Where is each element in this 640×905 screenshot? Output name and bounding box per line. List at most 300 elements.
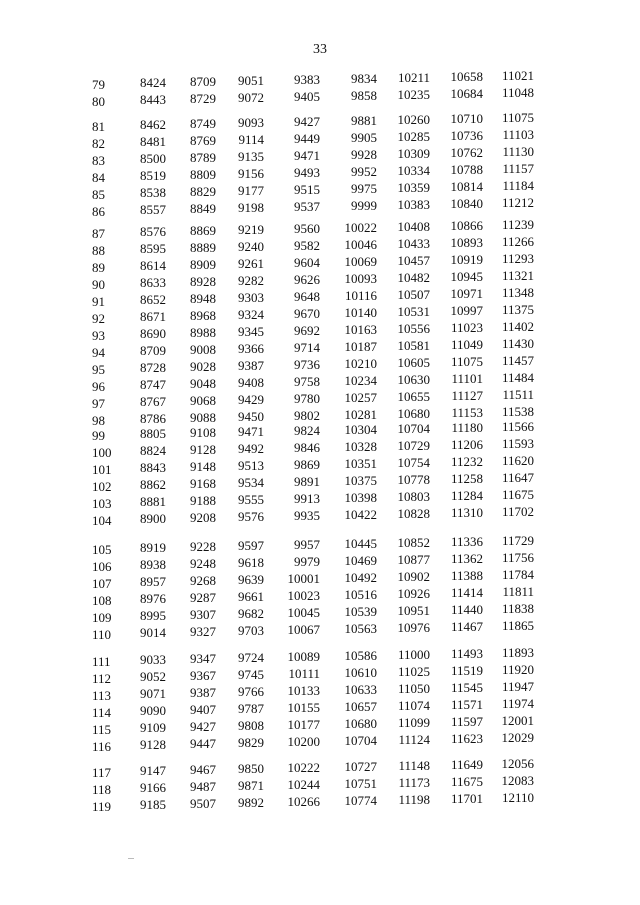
table-cell: 9957	[294, 537, 320, 552]
table-cell: 11321	[501, 268, 534, 283]
table-cell: 8900	[140, 511, 166, 526]
table-cell: 9515	[294, 182, 320, 197]
table-cell: 9492	[238, 441, 264, 456]
table-cell: 9858	[351, 88, 377, 103]
table-cell: 10093	[344, 271, 377, 286]
table-cell: 11511	[502, 387, 534, 402]
table-cell: 9168	[190, 476, 216, 491]
table-cell: 8749	[190, 116, 216, 131]
table-cell: 11206	[450, 437, 483, 452]
table-cell: 10457	[397, 253, 430, 268]
table-cell: 9824	[294, 423, 320, 438]
table-cell: 8690	[140, 326, 166, 341]
table-cell: 11310	[450, 505, 483, 520]
row-index: 108	[92, 593, 112, 608]
table-cell: 11148	[398, 758, 430, 773]
table-cell: 9626	[294, 272, 320, 287]
table-cell: 9156	[238, 166, 264, 181]
table-cell: 9487	[190, 779, 216, 794]
table-cell: 9891	[294, 474, 320, 489]
table-cell: 8633	[140, 275, 166, 290]
table-cell: 11701	[450, 791, 483, 806]
table-cell: 10610	[344, 665, 377, 680]
table-cell: 11048	[501, 85, 534, 100]
table-cell: 9383	[294, 72, 320, 87]
table-cell: 10163	[344, 322, 377, 337]
table-cell: 9072	[238, 90, 264, 105]
table-cell: 9261	[238, 256, 264, 271]
table-cell: 11050	[397, 681, 430, 696]
table-cell: 12083	[501, 773, 534, 788]
table-cell: 9387	[238, 358, 264, 373]
table-cell: 9979	[294, 554, 320, 569]
table-cell: 10704	[397, 421, 430, 436]
table-cell: 9450	[238, 409, 264, 424]
table-cell: 9534	[238, 475, 264, 490]
table-cell: 11124	[398, 732, 430, 747]
table-cell: 11402	[501, 319, 534, 334]
table-cell: 10281	[344, 407, 377, 422]
table-cell: 10951	[397, 603, 430, 618]
table-cell: 10285	[397, 129, 430, 144]
table-cell: 9048	[190, 376, 216, 391]
table-cell: 10814	[450, 179, 483, 194]
table-cell: 11000	[397, 647, 430, 662]
table-cell: 8729	[190, 91, 216, 106]
table-cell: 9507	[190, 796, 216, 811]
table-cell: 8481	[140, 134, 166, 149]
table-cell: 8443	[140, 92, 166, 107]
table-cell: 10067	[287, 622, 320, 637]
table-cell: 9128	[140, 737, 166, 752]
table-cell: 9871	[238, 778, 264, 793]
table-cell: 9303	[238, 290, 264, 305]
table-cell: 9493	[294, 165, 320, 180]
table-cell: 9052	[140, 669, 166, 684]
table-cell: 9327	[190, 624, 216, 639]
table-cell: 10304	[344, 422, 377, 437]
table-cell: 10902	[397, 569, 430, 584]
table-cell: 11675	[501, 487, 534, 502]
table-cell: 10945	[450, 269, 483, 284]
table-cell: 11484	[501, 370, 534, 385]
table-cell: 10893	[450, 235, 483, 250]
table-cell: 8948	[190, 291, 216, 306]
table-cell: 9387	[190, 685, 216, 700]
table-cell: 11101	[451, 371, 483, 386]
table-cell: 10586	[344, 648, 377, 663]
table-cell: 9639	[238, 572, 264, 587]
table-cell: 11623	[450, 731, 483, 746]
table-cell: 9869	[294, 457, 320, 472]
table-cell: 10433	[397, 236, 430, 251]
table-cell: 10736	[450, 128, 483, 143]
table-cell: 10976	[397, 620, 430, 635]
table-cell: 12001	[501, 713, 534, 728]
table-cell: 8786	[140, 411, 166, 426]
table-cell: 11865	[501, 618, 534, 633]
table-cell: 9345	[238, 324, 264, 339]
table-cell: 9537	[294, 199, 320, 214]
table-cell: 9208	[190, 510, 216, 525]
table-cell: 11388	[450, 568, 483, 583]
table-cell: 11153	[451, 405, 483, 420]
table-cell: 10244	[287, 777, 320, 792]
table-cell: 8614	[140, 258, 166, 273]
table-cell: 9975	[351, 181, 377, 196]
table-cell: 8462	[140, 117, 166, 132]
table-cell: 9850	[238, 761, 264, 776]
table-cell: 10971	[450, 286, 483, 301]
table-cell: 11893	[501, 645, 534, 660]
table-cell: 11099	[397, 715, 430, 730]
table-cell: 9324	[238, 307, 264, 322]
table-cell: 8928	[190, 274, 216, 289]
table-cell: 10222	[287, 760, 320, 775]
row-index: 95	[92, 362, 105, 377]
table-cell: 9366	[238, 341, 264, 356]
table-cell: 8500	[140, 151, 166, 166]
table-cell: 10919	[450, 252, 483, 267]
table-cell: 11811	[502, 584, 534, 599]
row-index: 90	[92, 277, 105, 292]
table-cell: 10605	[397, 355, 430, 370]
table-cell: 8709	[140, 343, 166, 358]
table-cell: 10762	[450, 145, 483, 160]
row-index: 82	[92, 136, 105, 151]
table-cell: 9802	[294, 408, 320, 423]
table-cell: 11023	[450, 320, 483, 335]
table-cell: 8889	[190, 240, 216, 255]
table-cell: 8747	[140, 377, 166, 392]
table-cell: 9597	[238, 538, 264, 553]
table-cell: 9093	[238, 115, 264, 130]
table-cell: 10563	[344, 621, 377, 636]
table-cell: 8519	[140, 168, 166, 183]
table-cell: 8881	[140, 494, 166, 509]
table-cell: 9846	[294, 440, 320, 455]
table-cell: 10155	[287, 700, 320, 715]
table-cell: 10684	[450, 86, 483, 101]
row-index: 79	[92, 77, 105, 92]
table-cell: 9407	[190, 702, 216, 717]
table-cell: 11157	[502, 161, 534, 176]
table-cell: 11947	[501, 679, 534, 694]
table-cell: 8789	[190, 150, 216, 165]
row-index: 116	[92, 739, 112, 754]
table-cell: 9166	[140, 780, 166, 795]
table-cell: 9471	[294, 148, 320, 163]
table-cell: 9287	[190, 590, 216, 605]
table-cell: 9787	[238, 701, 264, 716]
table-cell: 8824	[140, 443, 166, 458]
row-index: 100	[92, 445, 112, 460]
table-cell: 8709	[190, 74, 216, 89]
table-cell: 9228	[190, 539, 216, 554]
table-cell: 11647	[501, 470, 534, 485]
table-cell: 9513	[238, 458, 264, 473]
table-cell: 12029	[501, 730, 534, 745]
table-cell: 11362	[450, 551, 483, 566]
row-index: 101	[92, 462, 112, 477]
table-cell: 8957	[140, 574, 166, 589]
table-cell: 8862	[140, 477, 166, 492]
row-index: 98	[92, 413, 105, 428]
table-cell: 11414	[450, 585, 483, 600]
table-cell: 9952	[351, 164, 377, 179]
row-index: 106	[92, 559, 112, 574]
table-cell: 10383	[397, 197, 430, 212]
row-index: 110	[92, 627, 112, 642]
table-cell: 10469	[344, 553, 377, 568]
table-cell: 11457	[501, 353, 534, 368]
table-cell: 10754	[397, 455, 430, 470]
row-index: 88	[92, 243, 105, 258]
row-index: 114	[92, 705, 112, 720]
table-cell: 8769	[190, 133, 216, 148]
row-index: 115	[92, 722, 112, 737]
table-cell: 9576	[238, 509, 264, 524]
table-cell: 10852	[397, 535, 430, 550]
table-cell: 9714	[294, 340, 320, 355]
table-cell: 10045	[287, 605, 320, 620]
table-cell: 9014	[140, 625, 166, 640]
table-cell: 10680	[397, 406, 430, 421]
table-cell: 10111	[288, 666, 320, 681]
table-cell: 9692	[294, 323, 320, 338]
table-cell: 10133	[287, 683, 320, 698]
table-cell: 9282	[238, 273, 264, 288]
table-cell: 9834	[351, 71, 377, 86]
table-cell: 11566	[501, 419, 534, 434]
table-cell: 9033	[140, 652, 166, 667]
table-cell: 8557	[140, 202, 166, 217]
table-cell: 8538	[140, 185, 166, 200]
table-cell: 9648	[294, 289, 320, 304]
row-index: 81	[92, 119, 105, 134]
table-cell: 9147	[140, 763, 166, 778]
row-index: 94	[92, 345, 105, 360]
row-index: 113	[92, 688, 112, 703]
table-cell: 11266	[501, 234, 534, 249]
row-index: 83	[92, 153, 105, 168]
table-cell: 8829	[190, 184, 216, 199]
table-cell: 10556	[397, 321, 430, 336]
table-cell: 10658	[450, 69, 483, 84]
table-cell: 11075	[450, 354, 483, 369]
table-cell: 10727	[344, 759, 377, 774]
table-cell: 9682	[238, 606, 264, 621]
table-cell: 11784	[501, 567, 534, 582]
table-cell: 12110	[501, 790, 534, 805]
table-cell: 8843	[140, 460, 166, 475]
table-cell: 11838	[501, 601, 534, 616]
table-cell: 10492	[344, 570, 377, 585]
table-cell: 10177	[287, 717, 320, 732]
table-cell: 11180	[451, 420, 483, 435]
table-cell: 8938	[140, 557, 166, 572]
table-cell: 9307	[190, 607, 216, 622]
table-cell: 10866	[450, 218, 483, 233]
table-cell: 10235	[397, 87, 430, 102]
table-cell: 10116	[344, 288, 377, 303]
table-cell: 11675	[450, 774, 483, 789]
table-cell: 11729	[501, 533, 534, 548]
table-cell: 9808	[238, 718, 264, 733]
table-cell: 9999	[351, 198, 377, 213]
table-cell: 11493	[450, 646, 483, 661]
table-cell: 8809	[190, 167, 216, 182]
table-cell: 10507	[397, 287, 430, 302]
table-cell: 10089	[287, 649, 320, 664]
table-cell: 8988	[190, 325, 216, 340]
table-cell: 9670	[294, 306, 320, 321]
table-cell: 9051	[238, 73, 264, 88]
table-cell: 8805	[140, 426, 166, 441]
table-cell: 8671	[140, 309, 166, 324]
table-cell: 9028	[190, 359, 216, 374]
row-index: 117	[92, 765, 112, 780]
table-cell: 10803	[397, 489, 430, 504]
table-cell: 10531	[397, 304, 430, 319]
table-cell: 10997	[450, 303, 483, 318]
table-cell: 11702	[501, 504, 534, 519]
table-cell: 10422	[344, 507, 377, 522]
table-cell: 9188	[190, 493, 216, 508]
table-cell: 10788	[450, 162, 483, 177]
table-cell: 9071	[140, 686, 166, 701]
table-cell: 9582	[294, 238, 320, 253]
table-cell: 10633	[344, 682, 377, 697]
table-cell: 8869	[190, 223, 216, 238]
table-cell: 10266	[287, 794, 320, 809]
table-cell: 10704	[344, 733, 377, 748]
table-cell: 10710	[450, 111, 483, 126]
table-cell: 9068	[190, 393, 216, 408]
table-cell: 9555	[238, 492, 264, 507]
table-cell: 9736	[294, 357, 320, 372]
table-cell: 10351	[344, 456, 377, 471]
table-cell: 9447	[190, 736, 216, 751]
row-index: 109	[92, 610, 112, 625]
table-cell: 9240	[238, 239, 264, 254]
row-index: 105	[92, 542, 112, 557]
table-cell: 9935	[294, 508, 320, 523]
table-cell: 10001	[287, 571, 320, 586]
row-index: 104	[92, 513, 112, 528]
row-index: 93	[92, 328, 105, 343]
table-cell: 11571	[450, 697, 483, 712]
table-cell: 10751	[344, 776, 377, 791]
table-cell: 11649	[450, 757, 483, 772]
table-cell: 11467	[450, 619, 483, 634]
row-index: 102	[92, 479, 112, 494]
table-cell: 9148	[190, 459, 216, 474]
table-cell: 10022	[344, 220, 377, 235]
table-cell: 10359	[397, 180, 430, 195]
table-cell: 10877	[397, 552, 430, 567]
table-cell: 11049	[450, 337, 483, 352]
table-cell: 9408	[238, 375, 264, 390]
table-cell: 9758	[294, 374, 320, 389]
row-index: 87	[92, 226, 105, 241]
table-cell: 9780	[294, 391, 320, 406]
table-cell: 9198	[238, 200, 264, 215]
table-cell: 9268	[190, 573, 216, 588]
table-cell: 11021	[501, 68, 534, 83]
table-cell: 9090	[140, 703, 166, 718]
table-cell: 10655	[397, 389, 430, 404]
table-cell: 10200	[287, 734, 320, 749]
table-cell: 8968	[190, 308, 216, 323]
row-index: 118	[92, 782, 112, 797]
table-cell: 11173	[398, 775, 430, 790]
table-cell: 9604	[294, 255, 320, 270]
row-index: 80	[92, 94, 105, 109]
table-cell: 9766	[238, 684, 264, 699]
row-index: 96	[92, 379, 105, 394]
row-index: 97	[92, 396, 105, 411]
table-cell: 9661	[238, 589, 264, 604]
table-cell: 11545	[450, 680, 483, 695]
table-cell: 10023	[287, 588, 320, 603]
table-cell: 10398	[344, 490, 377, 505]
table-cell: 11232	[450, 454, 483, 469]
table-cell: 10334	[397, 163, 430, 178]
row-index: 107	[92, 576, 112, 591]
table-cell: 11284	[450, 488, 483, 503]
row-index: 119	[92, 799, 112, 814]
table-cell: 10630	[397, 372, 430, 387]
table-cell: 9471	[238, 424, 264, 439]
scan-mark	[128, 858, 134, 859]
table-cell: 9724	[238, 650, 264, 665]
table-cell: 8919	[140, 540, 166, 555]
table-cell: 11593	[501, 436, 534, 451]
table-cell: 8595	[140, 241, 166, 256]
table-cell: 11920	[501, 662, 534, 677]
table-cell: 10375	[344, 473, 377, 488]
table-cell: 9449	[294, 131, 320, 146]
table-cell: 11597	[450, 714, 483, 729]
table-cell: 11025	[397, 664, 430, 679]
row-index: 91	[92, 294, 105, 309]
table-cell: 9905	[351, 130, 377, 145]
table-cell: 11620	[501, 453, 534, 468]
table-cell: 9405	[294, 89, 320, 104]
table-cell: 9467	[190, 762, 216, 777]
table-cell: 10260	[397, 112, 430, 127]
table-cell: 8767	[140, 394, 166, 409]
table-cell: 11293	[501, 251, 534, 266]
table-cell: 9928	[351, 147, 377, 162]
table-cell: 11239	[501, 217, 534, 232]
table-cell: 9427	[190, 719, 216, 734]
table-cell: 10774	[344, 793, 377, 808]
table-cell: 8576	[140, 224, 166, 239]
table-cell: 9114	[238, 132, 264, 147]
table-cell: 9128	[190, 442, 216, 457]
table-cell: 9347	[190, 651, 216, 666]
row-index: 86	[92, 204, 105, 219]
table-cell: 11184	[502, 178, 534, 193]
table-cell: 10539	[344, 604, 377, 619]
table-cell: 11756	[501, 550, 534, 565]
table-cell: 9429	[238, 392, 264, 407]
table-cell: 10778	[397, 472, 430, 487]
table-cell: 9892	[238, 795, 264, 810]
table-cell: 8976	[140, 591, 166, 606]
